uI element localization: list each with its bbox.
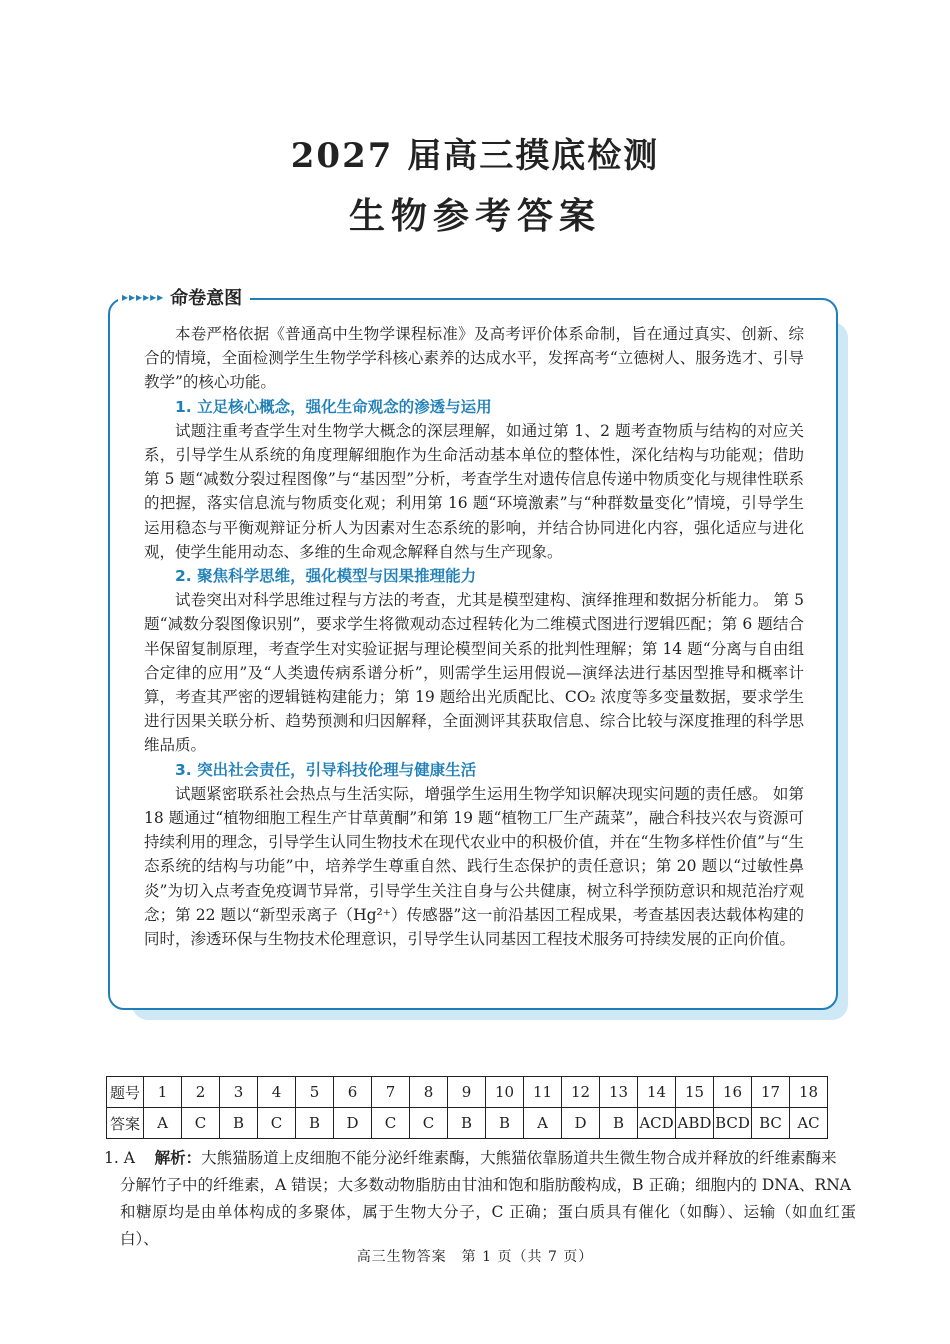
arrow-decoration-icon: ▸▸▸▸▸▸ <box>122 290 165 304</box>
section-title-2: 2. 聚焦科学思维，强化模型与因果推理能力 <box>175 567 477 586</box>
intent-body <box>144 322 804 951</box>
answer-cell: C <box>410 1108 448 1139</box>
intent-header <box>118 284 250 310</box>
question-number-cell: 12 <box>562 1077 600 1108</box>
analysis-section <box>104 1144 856 1253</box>
question-number-cell: 4 <box>258 1077 296 1108</box>
question-number-cell: 1 <box>144 1077 182 1108</box>
answer-cell: B <box>448 1108 486 1139</box>
question-number-cell: 7 <box>372 1077 410 1108</box>
section-title-1: 1. 立足核心概念，强化生命观念的渗透与运用 <box>175 397 492 416</box>
section-text-2: 试卷突出对科学思维过程与方法的考查，尤其是模型建构、演绎推理和数据分析能力。 第 5 题“减数分裂图像识别”，要求学生将微观动态过程转化为二维模式图进行逻辑匹配；第 6 题结合半保留复制原理，考查学生对实验证据与理论模型间关系的批判性理解；第 14 题“分离与自由组合定律的应用”及“人类遗传病系谱分析”，则需学生运用假说—演绎法进行基因型推导和概率计算，考查其严密的逻辑链构建能力；第 19 题给出光质配比、CO₂ 浓度等多变量数据，要求学生进行因果关联分析、趋势预测和归因解释，全面测评其获取信息、综合比较与深度推理的科学思维品质。 <box>144 591 804 755</box>
answer-cell: B <box>296 1108 334 1139</box>
intent-intro: 本卷严格依据《普通高中生物学课程标准》及高考评价体系命制，旨在通过真实、创新、综合的情境，全面检测学生生物学学科核心素养的达成水平，发挥高考“立德树人、服务选才、引导教学”的核心功能。 <box>144 325 804 392</box>
analysis-text-1: 大熊猫肠道上皮细胞不能分泌纤维素酶，大熊猫依靠肠道共生微生物合成并释放的纤维素酶来 <box>201 1149 837 1167</box>
answer-cell: C <box>258 1108 296 1139</box>
answer-table <box>106 1076 828 1139</box>
section-text-1: 试题注重考查学生对生物学大概念的深层理解，如通过第 1、2 题考查物质与结构的对应关系，引导学生从系统的角度理解细胞作为生命活动基本单位的整体性，深化结构与功能观；借助第 5 题“减数分裂过程图像”与“基因型”分析，考查学生对遗传信息传递中物质变化与规律性联系的把握，落实信息流与物质变化观；利用第 16 题“环境激素”与“种群数量变化”情境，引导学生运用稳态与平衡观辩证分析人为因素对生态系统的影响，并结合协同进化内容，强化适应与进化观，使学生能用动态、多维的生命观念解释自然与生产现象。 <box>144 421 804 561</box>
question-number-cell: 17 <box>752 1077 790 1108</box>
question-number-cell: 2 <box>182 1077 220 1108</box>
question-number-cell: 10 <box>486 1077 524 1108</box>
intent-heading: 命卷意图 <box>170 288 243 309</box>
section-text-3: 试题紧密联系社会热点与生活实际，增强学生运用生物学知识解决现实问题的责任感。 如第 18 题通过“植物细胞工程生产甘草黄酮”和第 19 题“植物工厂生产蔬菜”，融合科技兴农与资源可持续利用的理念，引导学生认同生物技术在现代农业中的积极价值，并在“生物多样性价值”与“生态系统的结构与功能”中，培养学生尊重自然、践行生态保护的责任意识；第 20 题以“过敏性鼻炎”为切入点考查免疫调节异常，引导学生关注自身与公共健康，树立科学预防意识和规范治疗观念；第 22 题以“新型汞离子（Hg²⁺）传感器”这一前沿基因工程成果，考查基因表达载体构建的同时，渗透环保与生物技术伦理意识，引导学生认同基因工程技术服务可持续发展的正向价值。 <box>144 784 804 949</box>
answer-cell: C <box>372 1108 410 1139</box>
answer-cell: A <box>524 1108 562 1139</box>
answer-cell: ACD <box>638 1108 676 1139</box>
answer-cell: D <box>334 1108 372 1139</box>
question-number-cell: 5 <box>296 1077 334 1108</box>
answer-cell: B <box>486 1108 524 1139</box>
question-number-cell: 16 <box>714 1077 752 1108</box>
section-title-3: 3. 突出社会责任，引导科技伦理与健康生活 <box>175 760 477 779</box>
question-number-cell: 13 <box>600 1077 638 1108</box>
answer-cell: BC <box>752 1108 790 1139</box>
question-number-cell: 3 <box>220 1077 258 1108</box>
answer-cell: D <box>562 1108 600 1139</box>
answer-cell: C <box>182 1108 220 1139</box>
page-title: 2027 届高三摸底检测 <box>290 136 660 176</box>
row-label-answer: 答案 <box>107 1108 144 1139</box>
analysis-line-1 <box>104 1144 856 1172</box>
question-number-cell: 9 <box>448 1077 486 1108</box>
answer-cell: AC <box>790 1108 828 1139</box>
analysis-line-3: 和糖原均是由单体构成的多聚体，属于生物大分子，C 正确；蛋白质具有催化（如酶）、运输（如血红蛋白）、 <box>120 1203 856 1248</box>
question-number-cell: 11 <box>524 1077 562 1108</box>
question-number-cell: 6 <box>334 1077 372 1108</box>
answer-table-answer-row <box>107 1108 828 1139</box>
answer-cell: ABD <box>676 1108 714 1139</box>
analysis-item-label: 1. A <box>104 1149 135 1167</box>
answer-cell: B <box>600 1108 638 1139</box>
question-number-cell: 8 <box>410 1077 448 1108</box>
question-number-cell: 15 <box>676 1077 714 1108</box>
page-subtitle: 生物参考答案 <box>348 195 601 237</box>
question-number-cell: 18 <box>790 1077 828 1108</box>
analysis-keyword: 解析： <box>154 1148 202 1167</box>
answer-table-number-row <box>107 1077 828 1108</box>
question-number-cell: 14 <box>638 1077 676 1108</box>
answer-cell: BCD <box>714 1108 752 1139</box>
answer-cell: A <box>144 1108 182 1139</box>
row-label-number: 题号 <box>107 1077 144 1108</box>
answer-cell: B <box>220 1108 258 1139</box>
page-footer: 高三生物答案 第 1 页（共 7 页） <box>356 1249 594 1265</box>
analysis-line-2: 分解竹子中的纤维素，A 错误；大多数动物脂肪由甘油和饱和脂肪酸构成，B 正确；细胞内的 DNA、RNA <box>120 1176 851 1194</box>
